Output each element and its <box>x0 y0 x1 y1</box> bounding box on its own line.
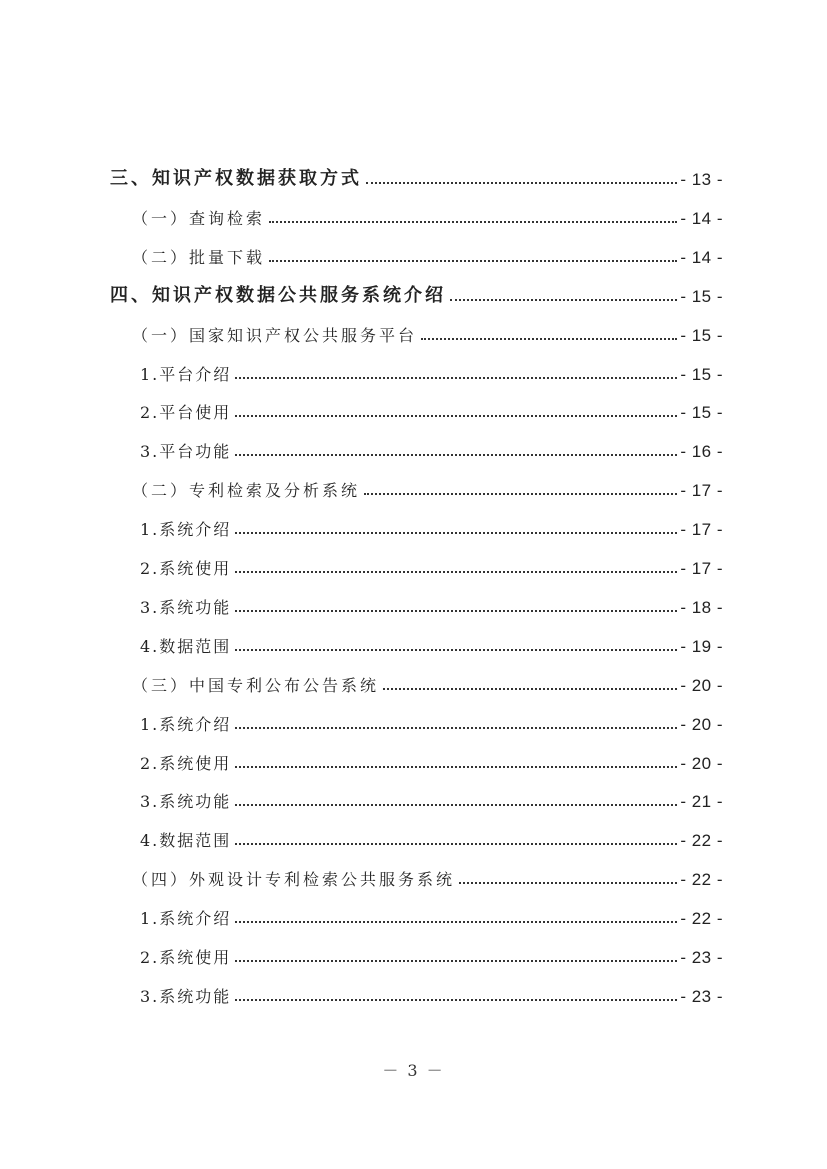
toc-entry-title: （四）外观设计专利检索公共服务系统 <box>132 870 456 889</box>
toc-entry-page: - 15 - <box>680 403 723 422</box>
toc-entry-title: 三、知识产权数据获取方式 <box>110 168 362 189</box>
toc-entry[interactable] <box>110 977 723 1007</box>
dot-leader <box>235 532 677 534</box>
dot-leader <box>235 454 677 456</box>
toc-entry-page: - 21 - <box>680 792 723 811</box>
toc-entry-page: - 15 - <box>680 287 723 306</box>
toc-entry-title: 3.系统功能 <box>140 598 232 617</box>
toc-entry[interactable] <box>110 899 723 929</box>
dot-leader <box>421 338 677 340</box>
toc-entry-title: 1.系统介绍 <box>140 520 232 539</box>
toc-entry[interactable] <box>110 666 723 696</box>
dot-leader <box>366 182 677 184</box>
toc-entry[interactable] <box>110 471 723 501</box>
toc-entry-title: （一）国家知识产权公共服务平台 <box>132 326 418 345</box>
toc-entry[interactable] <box>110 627 723 657</box>
dot-leader <box>235 766 677 768</box>
toc-entry[interactable] <box>110 199 723 229</box>
dot-leader <box>235 804 677 806</box>
toc-entry[interactable] <box>110 821 723 851</box>
toc-entry-page: - 20 - <box>680 715 723 734</box>
toc-entry[interactable] <box>110 705 723 735</box>
toc-entry-title: 4.数据范围 <box>140 637 232 656</box>
toc-entry[interactable] <box>110 938 723 968</box>
toc-entry-title: 四、知识产权数据公共服务系统介绍 <box>110 285 446 306</box>
dot-leader <box>235 960 677 962</box>
toc-entry-page: - 15 - <box>680 365 723 384</box>
toc-entry-title: 2.平台使用 <box>140 403 232 422</box>
dot-leader <box>235 649 677 651</box>
toc-entry-page: - 18 - <box>680 598 723 617</box>
toc-entry-title: 1.系统介绍 <box>140 715 232 734</box>
dot-leader <box>235 377 677 379</box>
toc-entry-page: - 16 - <box>680 442 723 461</box>
toc-entry-title: 2.系统使用 <box>140 948 232 967</box>
toc-entry-title: （二）专利检索及分析系统 <box>132 481 361 500</box>
toc-entry-page: - 19 - <box>680 637 723 656</box>
toc-entry[interactable] <box>110 160 723 190</box>
dot-leader <box>235 999 677 1001</box>
toc-entry-title: 2.系统使用 <box>140 754 232 773</box>
toc-entry-title: 3.平台功能 <box>140 442 232 461</box>
dot-leader <box>235 415 677 417</box>
toc-entry-page: - 14 - <box>680 248 723 267</box>
toc-entry-title: 3.系统功能 <box>140 792 232 811</box>
toc-entry-title: 4.数据范围 <box>140 831 232 850</box>
toc-entry[interactable] <box>110 432 723 462</box>
toc-entry[interactable] <box>110 393 723 423</box>
toc-entry[interactable] <box>110 744 723 774</box>
dot-leader <box>269 221 677 223</box>
toc-entry-page: - 23 - <box>680 987 723 1006</box>
toc-entry-page: - 17 - <box>680 481 723 500</box>
toc-entry[interactable] <box>110 860 723 890</box>
toc-entry-page: - 17 - <box>680 520 723 539</box>
toc-entry[interactable] <box>110 277 723 307</box>
toc-entry[interactable] <box>110 316 723 346</box>
dot-leader <box>235 727 677 729</box>
toc-entry-page: - 17 - <box>680 559 723 578</box>
toc-entry-title: （二）批量下载 <box>132 248 266 267</box>
toc-entry-page: - 20 - <box>680 676 723 695</box>
toc-entry-title: 1.系统介绍 <box>140 909 232 928</box>
toc-entry-title: 2.系统使用 <box>140 559 232 578</box>
toc-entry-title: 1.平台介绍 <box>140 365 232 384</box>
dot-leader <box>364 493 677 495</box>
toc-entry-page: - 23 - <box>680 948 723 967</box>
dot-leader <box>235 921 677 923</box>
dot-leader <box>459 882 677 884</box>
dot-leader <box>235 843 677 845</box>
toc-entry[interactable] <box>110 588 723 618</box>
dot-leader <box>269 260 677 262</box>
toc-entry-page: - 22 - <box>680 870 723 889</box>
toc-entry-title: 3.系统功能 <box>140 987 232 1006</box>
page-number: － 3 － <box>382 1061 445 1080</box>
toc-entry-title: （一）查询检索 <box>132 209 266 228</box>
toc-entry[interactable] <box>110 510 723 540</box>
dot-leader <box>235 610 677 612</box>
dot-leader <box>450 299 677 301</box>
toc-entry-page: - 22 - <box>680 909 723 928</box>
toc-entry-title: （三）中国专利公布公告系统 <box>132 676 380 695</box>
toc-entry[interactable] <box>110 549 723 579</box>
toc-entry-page: - 13 - <box>680 170 723 189</box>
dot-leader <box>235 571 677 573</box>
toc-entry-page: - 22 - <box>680 831 723 850</box>
toc-entry[interactable] <box>110 238 723 268</box>
toc-entry-page: - 14 - <box>680 209 723 228</box>
toc-entry[interactable] <box>110 782 723 812</box>
dot-leader <box>383 688 677 690</box>
toc-entry-page: - 20 - <box>680 754 723 773</box>
toc-entry[interactable] <box>110 355 723 385</box>
toc-entry-page: - 15 - <box>680 326 723 345</box>
